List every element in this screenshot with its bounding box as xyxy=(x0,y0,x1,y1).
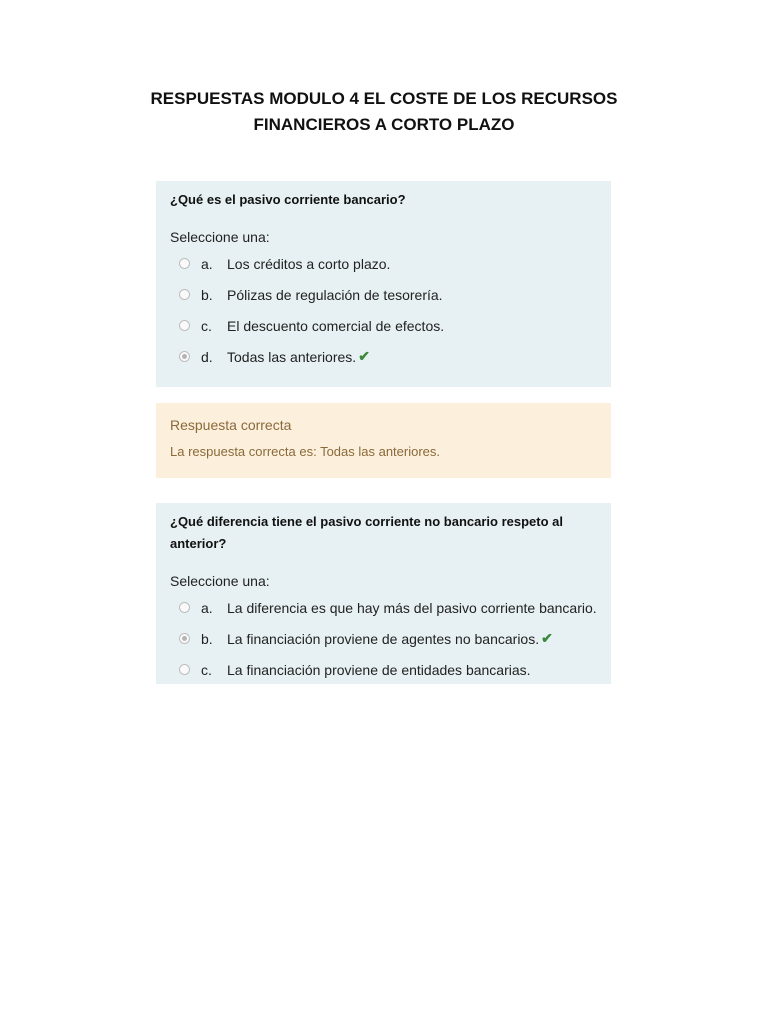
page-title-line-2: FINANCIEROS A CORTO PLAZO xyxy=(253,115,515,134)
question-2-text-line-2: anterior? xyxy=(170,536,227,551)
radio-button[interactable] xyxy=(179,602,190,613)
option-label: La diferencia es que hay más del pasivo corriente bancario. xyxy=(227,599,597,616)
option-letter: a. xyxy=(201,255,213,272)
option-label: Pólizas de regulación de tesorería. xyxy=(227,286,443,303)
question-1-prompt: Seleccione una: xyxy=(170,229,270,245)
question-2-option-c[interactable] xyxy=(170,654,597,685)
question-2-option-b[interactable] xyxy=(170,623,597,654)
question-1-card xyxy=(156,181,611,387)
radio-button-selected[interactable] xyxy=(179,351,190,362)
question-1-feedback xyxy=(156,403,611,478)
option-label: Todas las anteriores. xyxy=(227,348,357,365)
option-label: La financiación proviene de agentes no bancarios. xyxy=(227,630,540,647)
question-2-option-a[interactable] xyxy=(170,592,597,623)
option-label: La financiación proviene de entidades bancarias. xyxy=(227,661,531,678)
radio-button-selected[interactable] xyxy=(179,633,190,644)
feedback-text: La respuesta correcta es: Todas las anteriores. xyxy=(170,444,441,459)
question-2-card xyxy=(156,503,611,684)
option-letter: c. xyxy=(201,661,212,678)
page-title-line-1: RESPUESTAS MODULO 4 EL COSTE DE LOS RECURSOS xyxy=(150,89,618,108)
radio-button[interactable] xyxy=(179,289,190,300)
question-2-text xyxy=(170,511,597,555)
checkmark-icon: ✔ xyxy=(541,630,553,646)
question-1-option-a[interactable] xyxy=(170,248,597,279)
question-1-option-d[interactable] xyxy=(170,341,597,372)
page-title xyxy=(0,86,768,138)
question-1-option-c[interactable] xyxy=(170,310,597,341)
radio-button[interactable] xyxy=(179,320,190,331)
checkmark-icon: ✔ xyxy=(358,348,370,364)
option-label: El descuento comercial de efectos. xyxy=(227,317,445,334)
option-letter: a. xyxy=(201,599,213,616)
option-label: Los créditos a corto plazo. xyxy=(227,255,391,272)
option-letter: d. xyxy=(201,348,213,365)
question-2-prompt: Seleccione una: xyxy=(170,573,270,589)
option-letter: c. xyxy=(201,317,212,334)
question-1-option-b[interactable] xyxy=(170,279,597,310)
radio-button[interactable] xyxy=(179,664,190,675)
question-1-text: ¿Qué es el pasivo corriente bancario? xyxy=(170,192,406,207)
option-letter: b. xyxy=(201,630,213,647)
option-letter: b. xyxy=(201,286,213,303)
feedback-title: Respuesta correcta xyxy=(170,417,292,433)
question-2-text-line-1: ¿Qué diferencia tiene el pasivo corriente no bancario respeto al xyxy=(170,514,564,529)
radio-button[interactable] xyxy=(179,258,190,269)
